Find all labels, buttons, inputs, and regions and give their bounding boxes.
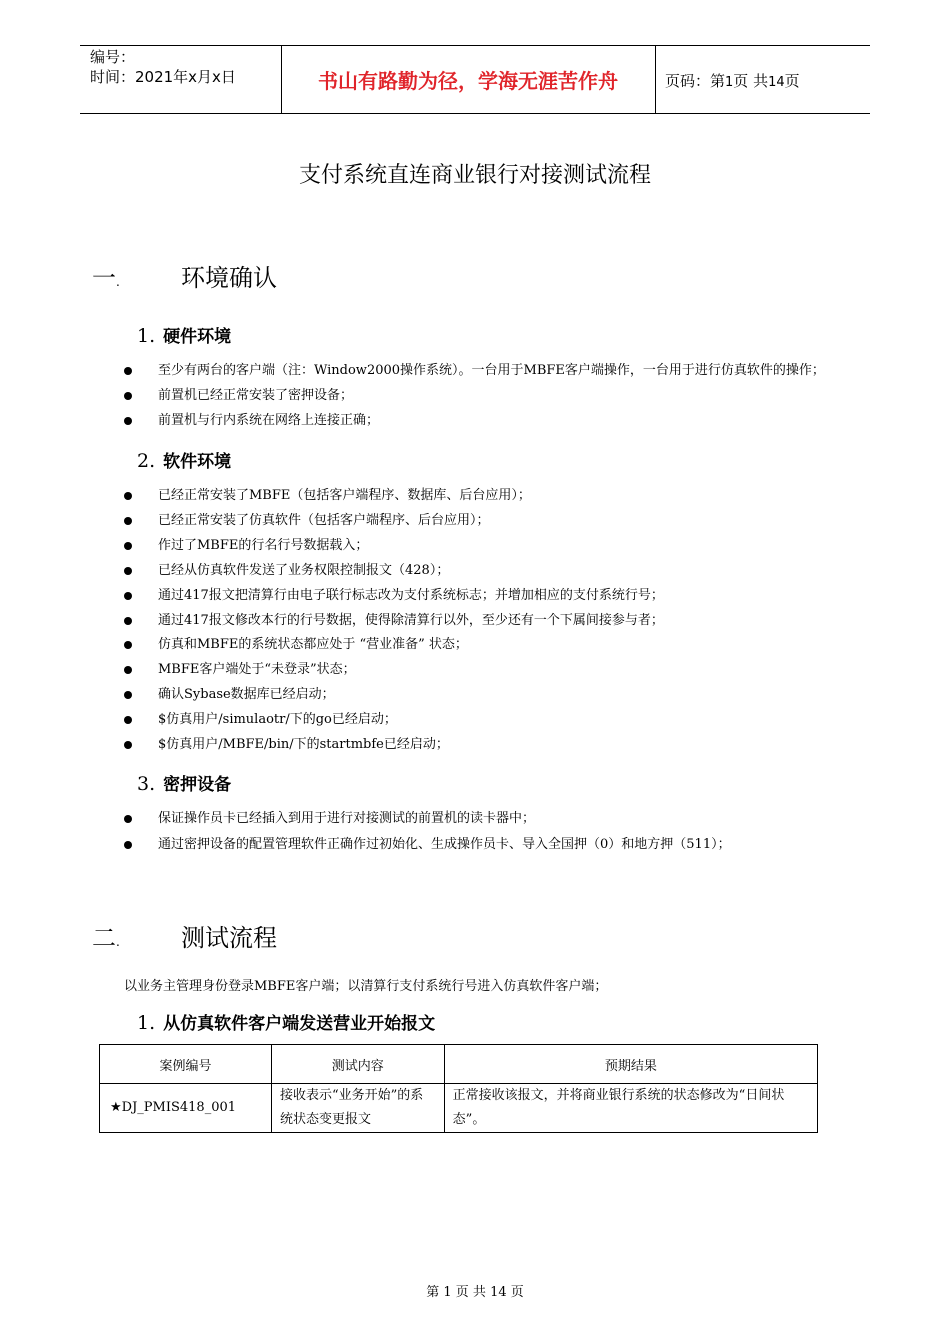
header-page-label: 页码：第 — [665, 72, 726, 90]
header-page-total: 14 — [768, 75, 785, 90]
table-header-row — [100, 1045, 818, 1084]
bullet-icon — [124, 666, 132, 674]
bullet-icon — [124, 691, 132, 699]
cell-case-id: ★DJ_PMIS418_001 — [100, 1084, 272, 1133]
column-header-expected-result: 预期结果 — [444, 1045, 817, 1084]
section-heading-1: 一. 环境确认 — [92, 264, 277, 292]
header-bottom-rule — [80, 113, 870, 114]
cell-expected-result: 正常接收该报文，并将商业银行系统的状态修改为“日间状态”。 — [444, 1084, 817, 1133]
header-top-rule — [80, 45, 870, 46]
subsection-heading-hardware: 1. 硬件环境 — [137, 325, 232, 347]
section-intro: 以业务主管理身份登录MBFE客户端；以清算行支付系统行号进入仿真软件客户端； — [124, 979, 608, 994]
table-row — [100, 1084, 818, 1133]
bullet-icon — [124, 841, 132, 849]
bullet-icon — [124, 542, 132, 550]
footer-page-current: 1 — [443, 1285, 452, 1300]
column-header-case-id: 案例编号 — [100, 1045, 272, 1084]
header-page-number — [665, 70, 800, 91]
column-header-test-content: 测试内容 — [271, 1045, 444, 1084]
header-meta — [90, 47, 236, 87]
bullet-icon — [124, 641, 132, 649]
bullet-icon — [124, 716, 132, 724]
header-divider-right — [655, 45, 656, 113]
header-code: 编号： — [90, 48, 136, 66]
section-title: 环境确认 — [181, 264, 277, 292]
bullet-icon — [124, 617, 132, 625]
bullet-icon — [124, 492, 132, 500]
header-time: 时间：2021年x月x日 — [90, 68, 236, 86]
header-page-end: 页 — [784, 72, 800, 90]
bullet-icon — [124, 815, 132, 823]
header-motto: 书山有路勤为径，学海无涯苦作舟 — [318, 69, 618, 93]
bullet-icon — [124, 417, 132, 425]
bullet-icon — [124, 567, 132, 575]
bullet-icon — [124, 392, 132, 400]
footer-page-total: 14 — [490, 1285, 507, 1300]
section-number: 二 — [92, 924, 116, 952]
page-title: 支付系统直连商业银行对接测试流程 — [298, 163, 651, 188]
subsection-heading-test-case: 1. 从仿真软件客户端发送营业开始报文 — [137, 1012, 436, 1034]
section-heading-2: 二. 测试流程 — [92, 924, 277, 952]
header-page-current: 1 — [725, 75, 734, 90]
bullet-icon — [124, 592, 132, 600]
bullet-icon — [124, 367, 132, 375]
bullet-icon — [124, 741, 132, 749]
section-number: 一 — [92, 264, 116, 292]
header-page-mid: 页 共 — [733, 72, 769, 90]
section-title: 测试流程 — [181, 924, 277, 952]
subsection-heading-encryption: 3. 密押设备 — [137, 773, 232, 795]
page-footer: 第 1 页 共 14 页 — [426, 1285, 524, 1300]
bullet-icon — [124, 517, 132, 525]
test-case-table — [99, 1044, 818, 1133]
cell-test-content: 接收表示“业务开始”的系统状态变更报文 — [271, 1084, 444, 1133]
subsection-heading-software: 2. 软件环境 — [137, 450, 232, 472]
